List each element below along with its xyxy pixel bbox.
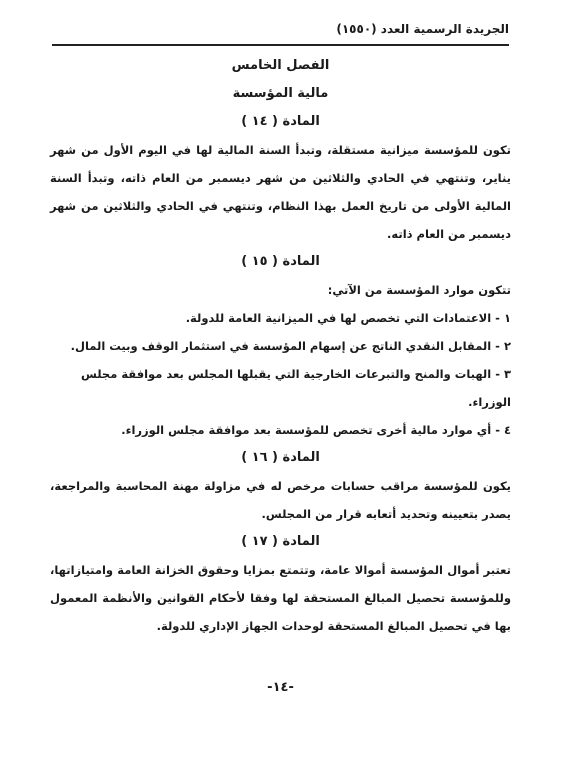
chapter-subtitle: مالية المؤسسة [232, 86, 329, 101]
article-15-intro: تتكون موارد المؤسسة من الآتي: [327, 283, 511, 297]
article-15-item: ٤ - أي موارد مالية أخرى تخصص للمؤسسة بعد موافقة مجلس الوزراء. [121, 423, 511, 437]
article-15-item: ٣ - الهبات والمنح والتبرعات الخارجية التي يقبلها المجلس بعد موافقة مجلس الوزراء. [80, 367, 511, 409]
page-header [52, 22, 509, 46]
article-14-heading: المادة ( ١٤ ) [241, 114, 320, 129]
page-content [50, 52, 511, 640]
chapter-title: الفصل الخامس [231, 58, 330, 73]
page-number: -١٤- [267, 680, 294, 695]
article-16-heading: المادة ( ١٦ ) [241, 450, 320, 465]
article-17-text: تعتبر أموال المؤسسة أموالا عامة، وتتمتع بمزايا وحقوق الخزانة العامة وامتيازاتها، وللمؤسسة تحصيل المبالغ المستحقة لها وفقا لأحكام القوانين والأنظمة المعمول بها في تحصيل المبالغ المستحقة لوحدات الجهاز الإداري للدولة. [50, 563, 511, 633]
article-15-item: ١ - الاعتمادات التي تخصص لها في الميزانية العامة للدولة. [185, 311, 511, 325]
article-17-heading: المادة ( ١٧ ) [241, 534, 320, 549]
article-15-heading: المادة ( ١٥ ) [241, 254, 320, 269]
article-16-text: يكون للمؤسسة مراقب حسابات مرخص له في مزاولة مهنة المحاسبة والمراجعة، يصدر بتعيينه وتحديد أتعابه قرار من المجلس. [50, 479, 511, 521]
article-14-text: تكون للمؤسسة ميزانية مستقلة، وتبدأ السنة المالية لها في اليوم الأول من شهر يناير، وتنتهي في الحادي والثلاثين من شهر ديسمبر من العام ذاته، وتبدأ السنة المالية الأولى من تاريخ العمل بهذا النظام، وتنتهي في الحادي والثلاثين من شهر ديسمبر من العام ذاته. [50, 143, 511, 241]
gazette-issue-title: الجريدة الرسمية العدد (١٥٥٠) [336, 22, 509, 36]
article-15-item: ٢ - المقابل النقدي الناتج عن إسهام المؤسسة في استثمار الوقف وبيت المال. [70, 339, 511, 353]
